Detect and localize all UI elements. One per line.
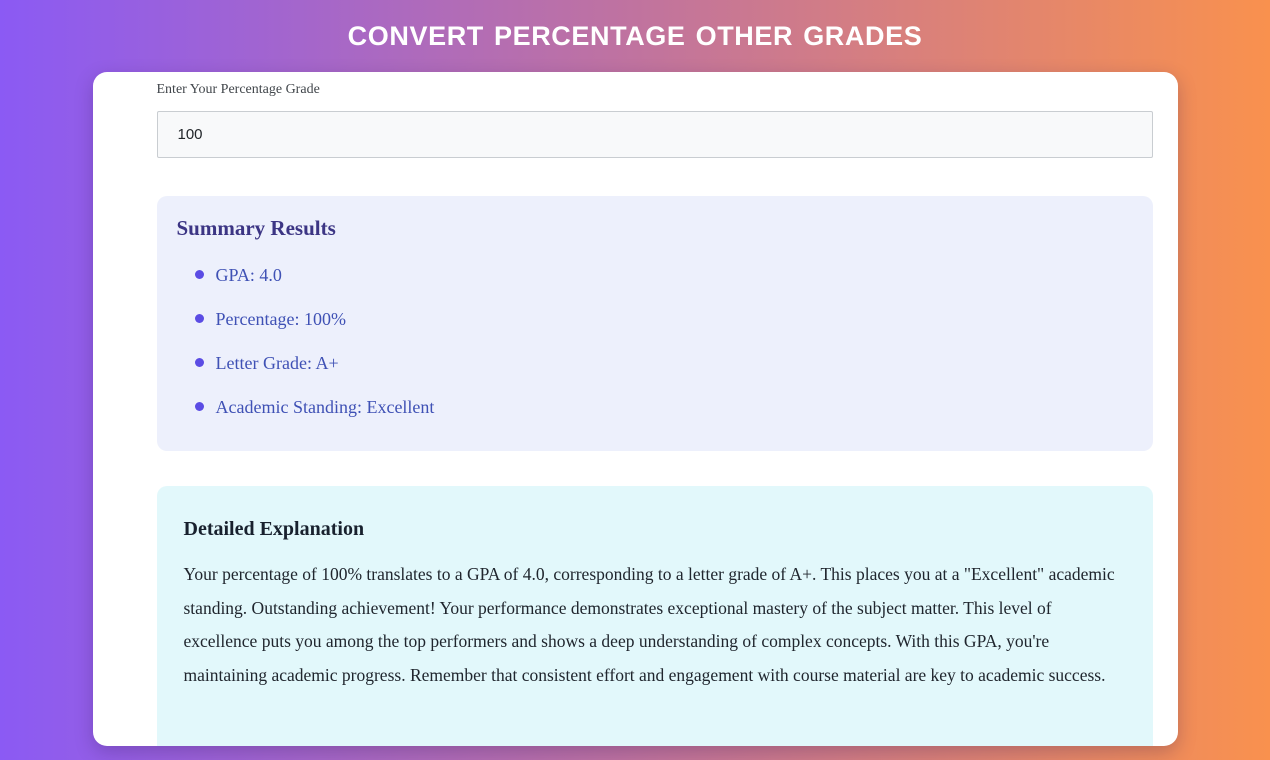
percentage-input-label: Enter Your Percentage Grade	[156, 82, 320, 97]
percentage-input[interactable]	[157, 111, 1153, 158]
summary-item-text: Academic Standing: Excellent	[215, 397, 435, 417]
list-item-letter-grade	[195, 353, 1128, 374]
list-item-academic-standing	[195, 397, 1128, 418]
list-item-percentage	[195, 309, 1128, 330]
summary-item-text: Percentage: 100%	[215, 309, 346, 329]
app-header	[0, 0, 1270, 72]
list-item-gpa	[195, 265, 1128, 286]
summary-results-list	[177, 265, 1128, 418]
page-title: CONVERT PERCENTAGE OTHER GRADES	[347, 20, 923, 51]
bullet-dot-icon	[195, 314, 204, 323]
summary-results-heading: Summary Results	[176, 216, 336, 240]
summary-item-text: Letter Grade: A+	[215, 353, 339, 373]
explanation-paragraph: Your percentage of 100% translates to a GPA of 4.0, corresponding to a letter grade of A+. This places you at a "Excellent" academic standing. Outstanding achievement! Your performance demonstrates exceptional mastery of the subject matter. This level of excellence puts you among the top performers and shows a deep understanding of complex concepts. With this GPA, you're maintaining academic progress. Remember that consistent effort and engagement with course material are key to academic success.	[183, 564, 1115, 685]
detailed-explanation-heading: Detailed Explanation	[183, 518, 365, 540]
summary-results-panel	[157, 196, 1153, 451]
summary-item-text: GPA: 4.0	[215, 265, 282, 285]
detailed-explanation-panel	[157, 486, 1153, 746]
bullet-dot-icon	[195, 270, 204, 279]
bullet-dot-icon	[195, 402, 204, 411]
bullet-dot-icon	[195, 358, 204, 367]
converter-card	[93, 72, 1178, 746]
